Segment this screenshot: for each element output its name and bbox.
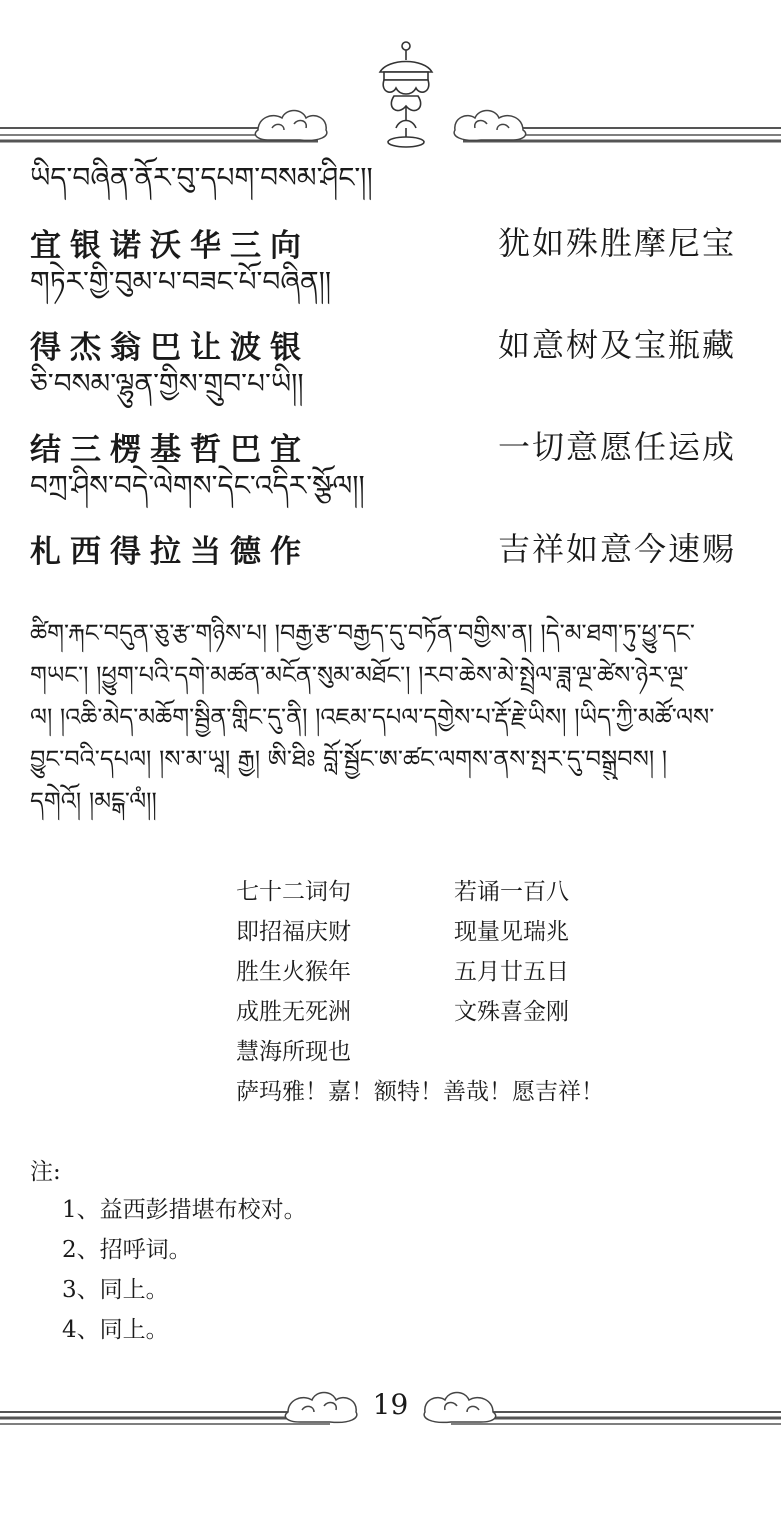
notes-title: 注: [30, 1159, 61, 1185]
cloud-scroll-icon [255, 111, 327, 141]
colophon-line: 现量见瑞兆 [454, 919, 569, 945]
note-item: 3、同上。 [62, 1277, 169, 1303]
closing-line: 萨玛雅！嘉！额特！善哉！愿吉祥！ [236, 1079, 604, 1105]
page-number: 19 [372, 1388, 409, 1421]
colophon-tibetan-line: བྱུང་བའི་དཔལ། །ས་མ་ཡཱ། རྒྱ། ཨི་ཐིཿ བློ་སྦྱོང་ཨ་ཚང་ལགས་ནས་སྤར་དུ་བསྒྲུབས། ། [30, 745, 668, 773]
colophon-tibetan-line: ཚིག་རྐང་བདུན་ཅུ་རྩ་གཉིས་པ། །བརྒྱ་རྩ་བརྒྱད་དུ་བཏོན་བགྱིས་ན། །དེ་མ་ཐག་ཏུ་ཕྱུ་དང་ [30, 619, 695, 647]
verse-translation: 如意树及宝瓶藏 [498, 326, 737, 364]
colophon-line: 若诵一百八 [454, 879, 569, 905]
colophon-tibetan-line: གཡང་། །ཕྱུག་པའི་དགེ་མཚན་མངོན་སུམ་མཐོང་། །རབ་ཆེས་མེ་སྤྲེལ་ཟླ་ལྔ་ཚེས་ཉེར་ལྔ་ [30, 661, 689, 689]
cloud-scroll-icon [454, 111, 526, 141]
verse-transliteration: 宜银诺沃华三向 [30, 228, 310, 264]
note-item: 1、益西彭措堪布校对。 [62, 1197, 307, 1223]
verse-transliteration: 得杰翁巴让波银 [30, 330, 310, 366]
colophon-tibetan-line: ལ། །འཆི་མེད་མཆོག་སྦྱིན་གླིང་དུ་ནི། །འཇམ་དཔལ་དགྱེས་པ་རྡོ་རྗེ་ཡིས། །ཡིད་ཀྱི་མཚོ་ལས་ [30, 703, 715, 731]
note-item: 2、招呼词。 [62, 1237, 192, 1263]
colophon-line: 成胜无死洲 [236, 999, 351, 1025]
verse-translation: 一切意愿任运成 [498, 428, 737, 466]
colophon-line: 慧海所现也 [236, 1039, 351, 1065]
parasol-ornament-icon [380, 42, 432, 147]
colophon-line: 即招福庆财 [236, 919, 351, 945]
verse-tibetan-line: བཀྲ་ཤིས་བདེ་ལེགས་དེང་འདིར་སྩོལ།། [30, 469, 365, 502]
verse-tibetan-line: གཏེར་གྱི་བུམ་པ་བཟང་པོ་བཞིན།། [30, 265, 332, 298]
verse-translation: 犹如殊胜摩尼宝 [498, 224, 737, 262]
colophon-line: 五月廿五日 [454, 959, 569, 985]
colophon-line: 胜生火猴年 [236, 959, 351, 985]
colophon-tibetan-line: དགེའོ། །མངྒ་ལཾ།། [30, 787, 157, 815]
header-ornament [0, 0, 781, 160]
colophon-tibetan [30, 612, 760, 822]
verse-transliteration: 结三楞基哲巴宜 [30, 432, 310, 468]
note-item: 4、同上。 [62, 1317, 169, 1343]
verse-transliteration: 札西得拉当德作 [30, 534, 310, 570]
verse-translation: 吉祥如意今速赐 [498, 530, 737, 568]
colophon-line: 七十二词句 [236, 879, 351, 905]
verse-tibetan-line: ཅི་བསམ་ལྷུན་གྱིས་གྲུབ་པ་ཡི།། [30, 367, 304, 400]
colophon-line: 文殊喜金刚 [454, 999, 569, 1025]
verse-tibetan-line: ཡིད་བཞིན་ནོར་བུ་དཔག་བསམ་ཤིང་།། [30, 161, 373, 194]
